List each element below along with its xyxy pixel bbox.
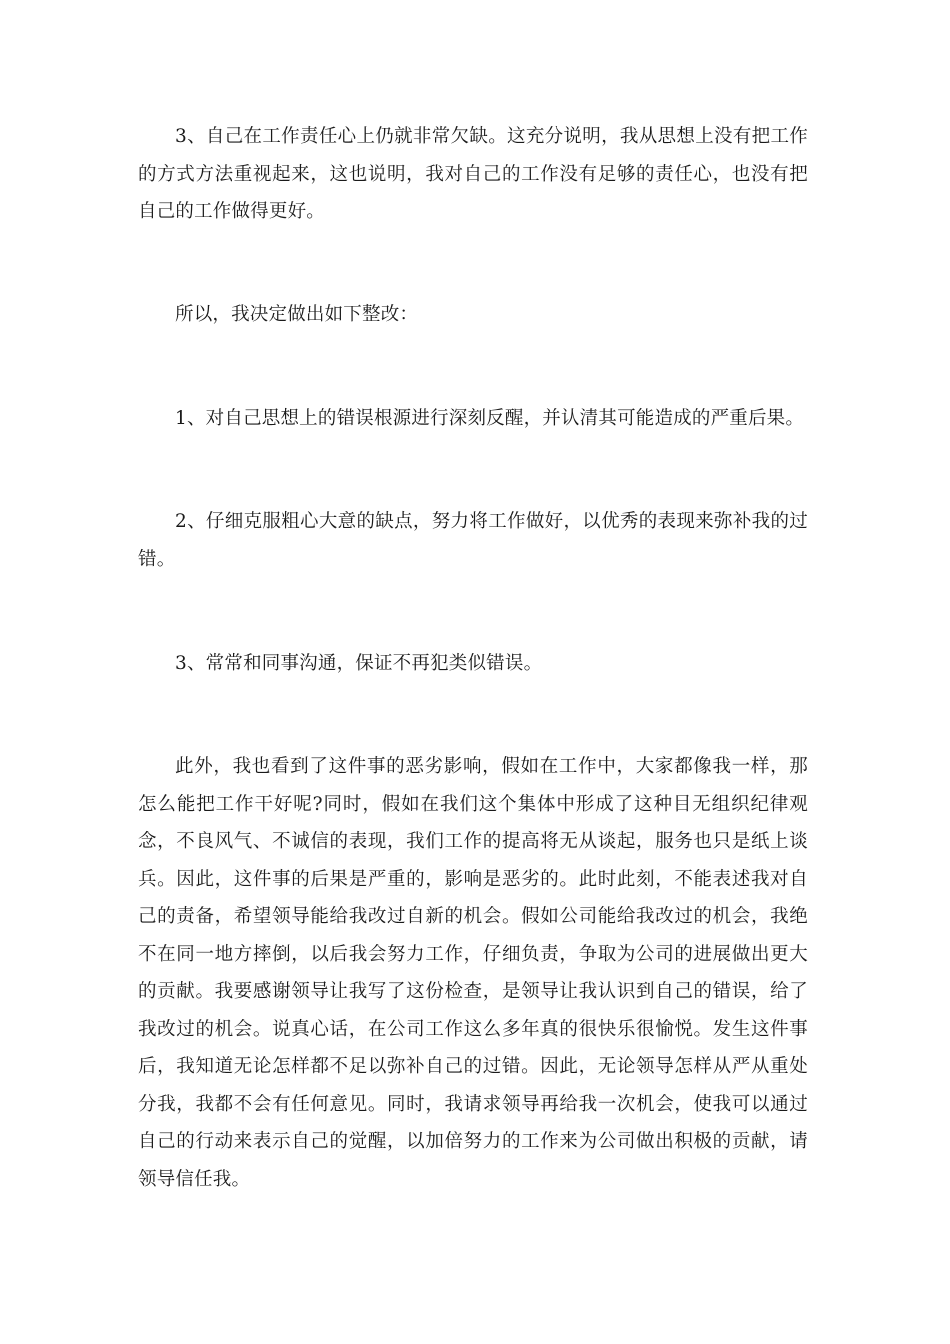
paragraph-rectification-item-3: 3、常常和同事沟通，保证不再犯类似错误。 <box>175 653 543 674</box>
paragraph-rectification-item-2: 2、仔细克服粗心大意的缺点，努力将工作做好，以优秀的表现来弥补我的过错。 <box>138 511 808 570</box>
paragraph-rectification-item-1: 1、对自己思想上的错误根源进行深刻反醒，并认清其可能造成的严重后果。 <box>175 408 805 429</box>
paragraph-conclusion: 此外，我也看到了这件事的恶劣影响，假如在工作中，大家都像我一样，那怎么能把工作干好呢?同时，假如在我们这个集体中形成了这种目无组织纪律观念，不良风气、不诚信的表现，我们工作的提高将无从谈起，服务也只是纸上谈兵。因此，这件事的后果是严重的，影响是恶劣的。此时此刻，不能表述我对自己的责备，希望领导能给我改过自新的机会。假如公司能给我改过的机会，我绝不在同一地方摔倒，以后我会努力工作，仔细负责，争取为公司的进展做出更大的贡献。我要感谢领导让我写了这份检查，是领导让我认识到自己的错误，给了我改过的机会。说真心话，在公司工作这么多年真的很快乐很愉悦。发生这件事后，我知道无论怎样都不足以弥补自己的过错。因此，无论领导怎样从严从重处分我，我都不会有任何意见。同时，我请求领导再给我一次机会，使我可以通过自己的行动来表示自己的觉醒，以加倍努力的工作来为公司做出积极的贡献，请领导信任我。 <box>138 756 808 1190</box>
paragraph-responsibility-point: 3、自己在工作责任心上仍就非常欠缺。这充分说明，我从思想上没有把工作的方式方法重视起来，这也说明，我对自己的工作没有足够的责任心，也没有把自己的工作做得更好。 <box>138 126 808 222</box>
paragraph-rectification-intro: 所以，我决定做出如下整改： <box>175 304 419 325</box>
